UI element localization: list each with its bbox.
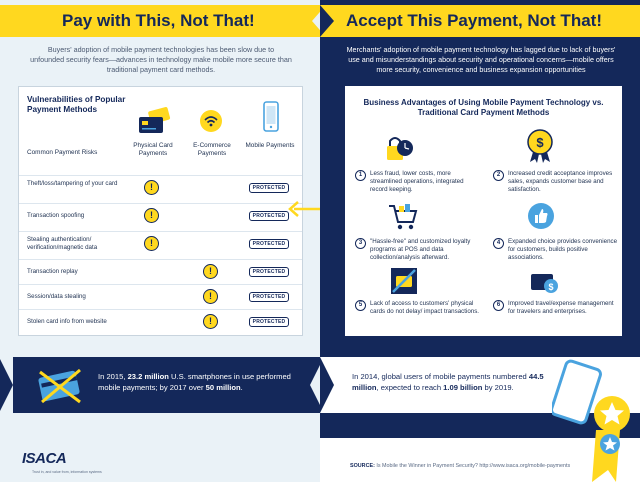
right-title-banner (334, 5, 640, 37)
protected-badge: PROTECTED (249, 292, 289, 302)
svg-text:$: $ (536, 135, 544, 150)
left-intro: Buyers' adoption of mobile payment technologies has been slow due to unfounded security fears—advances in technology make mobile more secure than traditional payment card methods. (30, 45, 292, 75)
right-intro: Merchants' adoption of mobile payment technology has lagged due to lack of buyers' use and misunderstandings about security and operational concerns—mobile offers more security, convenience and business expansion opportunities (346, 45, 616, 75)
smartphone-icon (262, 101, 280, 133)
advantages-title: Business Advantages of Using Mobile Payment Technology vs. Traditional Card Payment Methods (363, 98, 604, 118)
table-row (19, 231, 302, 256)
warning-icon: ! (203, 314, 218, 329)
source-citation: SOURCE: Is Mobile the Winner in Payment Security? http://www.isaca.org/mobile-payments (350, 463, 571, 469)
risk-label: Session/data stealing (27, 293, 86, 300)
table-row (19, 309, 302, 334)
right-stat-text: In 2014, global users of mobile payments numbered 44.5 million, expected to reach 1.09 billion by 2019. (352, 372, 544, 392)
advantage-number: 6 (493, 300, 504, 311)
advantage-text: Increased credit acceptance improves sales, expands customer base and satisfaction. (508, 170, 613, 194)
left-title: Pay with This, Not That! (62, 11, 255, 30)
advantage-text: Less fraud, lower costs, more streamlined operations, integrated record keeping. (370, 170, 464, 194)
thumbs-up-icon (527, 202, 555, 230)
protected-badge: PROTECTED (249, 267, 289, 277)
advantage-number: 5 (355, 300, 366, 311)
risks-header: Common Payment Risks (27, 149, 98, 156)
risk-label: Transaction spoofing (27, 212, 85, 219)
advantage-number: 2 (493, 170, 504, 181)
left-title-banner (0, 5, 312, 37)
col-physical-card: Physical Card Payments (133, 142, 173, 157)
advantage-text: "Hassle-free" and customized loyalty programs at POS and data collection/analysis afterward. (370, 238, 471, 262)
isaca-logo: ISACA (22, 450, 67, 467)
advantage-number: 4 (493, 238, 504, 249)
risk-label: Stolen card info from website (27, 318, 107, 325)
warning-icon: ! (203, 289, 218, 304)
table-row (19, 284, 302, 309)
warning-icon: ! (144, 236, 159, 251)
warning-icon: ! (144, 208, 159, 223)
risk-label: Transaction replay (27, 268, 78, 275)
col-ecommerce: E-Commerce Payments (193, 142, 231, 157)
warning-icon: ! (203, 264, 218, 279)
advantage-text: Expanded choice provides convenience for customers, builds positive associations. (508, 238, 618, 262)
left-stat-text: In 2015, 23.2 million U.S. smartphones in use performed mobile payments; by 2017 over 50 million. (98, 372, 291, 392)
advantage-text: Lack of access to customers' physical cards do not delay/ impact transactions. (370, 300, 480, 316)
table-row (19, 175, 302, 200)
right-title: Accept This Payment, Not That! (346, 11, 602, 30)
protected-badge: PROTECTED (249, 317, 289, 327)
protected-badge: PROTECTED (249, 239, 289, 249)
crossed-card-icon (36, 366, 84, 406)
no-card-icon (389, 266, 419, 296)
advantages-card (345, 86, 622, 336)
logo-tagline: Trust in, and value from, information systems (32, 470, 102, 474)
risk-label: Stealing authentication/ verification/magnetic data (27, 236, 98, 252)
credit-card-icon (137, 107, 171, 137)
advantage-number: 1 (355, 170, 366, 181)
dollar-badge-icon (525, 128, 555, 164)
warning-icon: ! (144, 180, 159, 195)
risk-label: Theft/loss/tampering of your card (27, 180, 118, 187)
protected-badge: PROTECTED (249, 211, 289, 221)
vulnerability-table (18, 86, 303, 336)
advantage-text: Improved travel/expense management for travelers and enterprises. (508, 300, 614, 316)
table-row (19, 259, 302, 284)
protected-badge: PROTECTED (249, 183, 289, 193)
wifi-icon (199, 109, 223, 133)
table-row (19, 203, 302, 228)
shopping-cart-icon (387, 202, 419, 232)
money-bag-icon (529, 266, 559, 296)
svg-text:$: $ (548, 282, 554, 292)
table-title: Vulnerabilities of Popular Payment Methods (27, 95, 126, 115)
col-mobile: Mobile Payments (245, 142, 295, 149)
advantage-number: 3 (355, 238, 366, 249)
lock-clock-icon (381, 130, 415, 164)
